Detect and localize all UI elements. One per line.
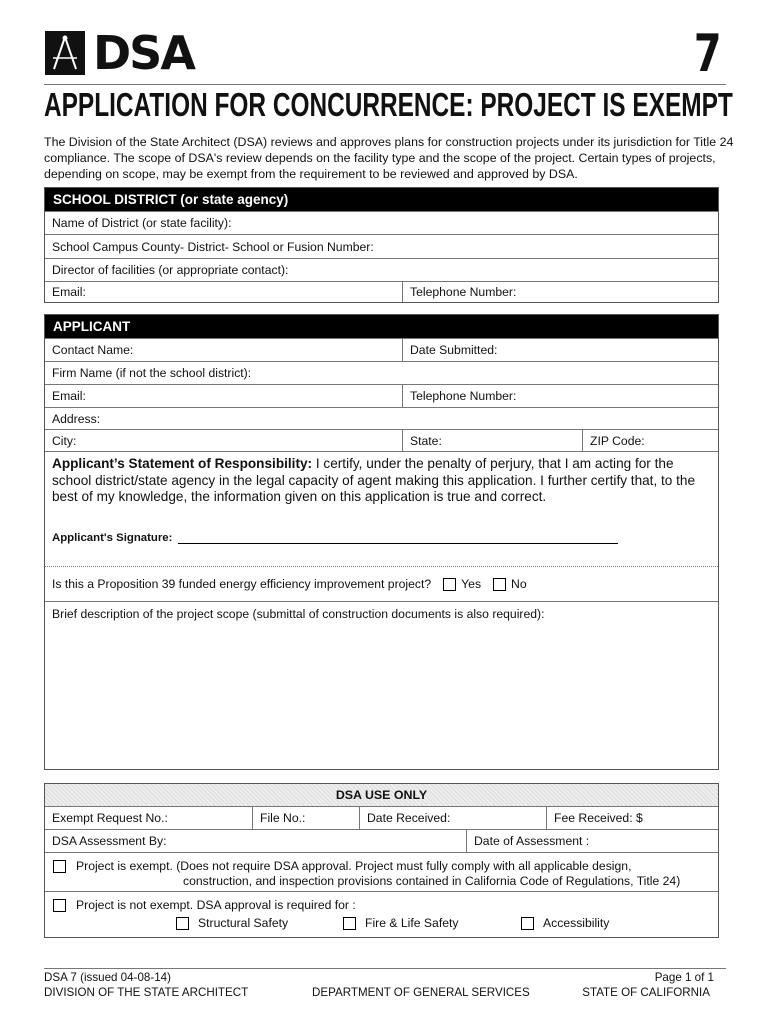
statement-of-responsibility bbox=[45, 452, 718, 506]
footer bbox=[44, 968, 726, 999]
statement-block bbox=[45, 451, 718, 566]
zip-field[interactable] bbox=[582, 430, 718, 451]
signature-label: Applicant's Signature: bbox=[52, 531, 173, 544]
exempt-request-label: Exempt Request No.: bbox=[52, 811, 168, 825]
address-label: Address: bbox=[52, 411, 101, 426]
contact-name-label: Contact Name: bbox=[52, 343, 134, 357]
intro-text: The Division of the State Architect (DSA) reviews and approves plans for construction projects under its jurisdiction for Title 24 compliance. The scope of DSA's review depends on the facility type and the scope of the project. Certain types of projects, depending on scope, may be exempt from the requirement to be reviewed and approved by DSA. bbox=[44, 135, 734, 181]
school-number-field[interactable] bbox=[45, 235, 718, 258]
prop39-row bbox=[45, 567, 718, 601]
file-no-label: File No.: bbox=[260, 811, 306, 825]
prop39-no-checkbox[interactable] bbox=[493, 578, 506, 591]
accessibility-label: Accessibility bbox=[543, 916, 610, 930]
date-submitted-label: Date Submitted: bbox=[410, 343, 498, 357]
applicant-email-field[interactable] bbox=[45, 385, 402, 407]
project-not-exempt-row bbox=[45, 891, 718, 937]
district-email-field[interactable] bbox=[45, 282, 402, 302]
title-rule bbox=[44, 84, 726, 85]
page-title: APPLICATION FOR CONCURRENCE: PROJECT IS EXEMPT bbox=[44, 86, 733, 123]
signature-row bbox=[45, 532, 718, 544]
city-field[interactable] bbox=[45, 430, 402, 451]
district-name-field[interactable] bbox=[45, 212, 718, 234]
assessment-date-field[interactable] bbox=[466, 830, 718, 852]
assessment-by-field[interactable] bbox=[45, 830, 466, 852]
district-name-label: Name of District (or state facility): bbox=[52, 216, 232, 230]
footer-form-id: DSA 7 (issued 04-08-14) bbox=[44, 971, 171, 984]
date-received-label: Date Received: bbox=[367, 811, 451, 825]
project-scope-field[interactable] bbox=[45, 601, 718, 771]
file-no-field[interactable] bbox=[252, 807, 359, 829]
signature-line[interactable] bbox=[178, 532, 618, 544]
dsa-use-only-section bbox=[44, 783, 719, 938]
structural-safety-checkbox[interactable] bbox=[176, 917, 189, 930]
applicant-phone-label: Telephone Number: bbox=[410, 389, 517, 403]
fire-life-safety-label: Fire & Life Safety bbox=[365, 916, 459, 930]
project-scope-label: Brief description of the project scope (submittal of construction documents is also required): bbox=[52, 607, 545, 621]
footer-page: Page 1 of 1 bbox=[654, 971, 714, 984]
project-exempt-checkbox[interactable] bbox=[53, 860, 66, 873]
firm-name-field[interactable] bbox=[45, 362, 718, 384]
footer-state: STATE OF CALIFORNIA bbox=[582, 986, 710, 999]
footer-division: DIVISION OF THE STATE ARCHITECT bbox=[44, 986, 249, 999]
prop39-question: Is this a Proposition 39 funded energy efficiency improvement project? bbox=[52, 577, 432, 591]
assessment-date-label: Date of Assessment : bbox=[474, 834, 590, 848]
logo-text: DSA bbox=[93, 25, 194, 80]
director-label: Director of facilities (or appropriate contact): bbox=[52, 263, 289, 277]
exempt-request-field[interactable] bbox=[45, 807, 252, 829]
director-field[interactable] bbox=[45, 259, 718, 281]
state-field[interactable] bbox=[402, 430, 582, 451]
applicant-section bbox=[44, 314, 719, 770]
statement-text: I certify, under the penalty of perjury, that I am acting for the school district/state agency in the legal capacity of agent making this application. I further certify that, to the best of my knowledge, the information given on this application is true and correct. bbox=[52, 456, 696, 504]
school-number-label: School Campus County- District- School or Fusion Number: bbox=[52, 239, 374, 254]
dsa-use-only-heading: DSA USE ONLY bbox=[45, 784, 718, 806]
applicant-phone-field[interactable] bbox=[402, 385, 718, 407]
statement-heading: Applicant’s Statement of Responsibility: bbox=[52, 456, 313, 471]
state-label: State: bbox=[410, 433, 442, 448]
prop39-no-label: No bbox=[511, 577, 527, 591]
project-not-exempt-label: Project is not exempt. DSA approval is required for : bbox=[76, 898, 356, 912]
fee-received-label: Fee Received: $ bbox=[554, 811, 643, 825]
form-number: 7 bbox=[694, 24, 722, 84]
fee-received-field[interactable] bbox=[546, 807, 718, 829]
project-exempt-line2: construction, and inspection provisions contained in California Code of Regulations, Title 24) bbox=[183, 874, 681, 888]
compass-icon bbox=[45, 31, 85, 75]
footer-department: DEPARTMENT OF GENERAL SERVICES bbox=[312, 986, 530, 999]
fire-life-safety-checkbox[interactable] bbox=[343, 917, 356, 930]
zip-label: ZIP Code: bbox=[590, 433, 645, 448]
applicant-heading: APPLICANT bbox=[45, 315, 718, 338]
address-field[interactable] bbox=[45, 408, 718, 429]
date-received-field[interactable] bbox=[359, 807, 546, 829]
firm-name-label: Firm Name (if not the school district): bbox=[52, 366, 252, 380]
project-not-exempt-checkbox[interactable] bbox=[53, 899, 66, 912]
city-label: City: bbox=[52, 433, 77, 448]
date-submitted-field[interactable] bbox=[402, 339, 718, 361]
dsa-logo bbox=[45, 25, 194, 80]
district-phone-label: Telephone Number: bbox=[410, 285, 517, 299]
project-exempt-row bbox=[45, 852, 718, 891]
prop39-yes-label: Yes bbox=[461, 577, 482, 591]
prop39-yes-checkbox[interactable] bbox=[443, 578, 456, 591]
accessibility-checkbox[interactable] bbox=[521, 917, 534, 930]
contact-name-field[interactable] bbox=[45, 339, 402, 361]
school-district-section bbox=[44, 187, 719, 303]
assessment-by-label: DSA Assessment By: bbox=[52, 834, 167, 848]
district-phone-field[interactable] bbox=[402, 282, 718, 302]
applicant-email-label: Email: bbox=[52, 389, 86, 403]
project-exempt-line1: Project is exempt. (Does not require DSA approval. Project must fully comply with all applicable design, bbox=[76, 859, 632, 873]
school-district-heading: SCHOOL DISTRICT (or state agency) bbox=[45, 188, 718, 211]
structural-safety-label: Structural Safety bbox=[198, 916, 289, 930]
district-email-label: Email: bbox=[52, 285, 86, 299]
